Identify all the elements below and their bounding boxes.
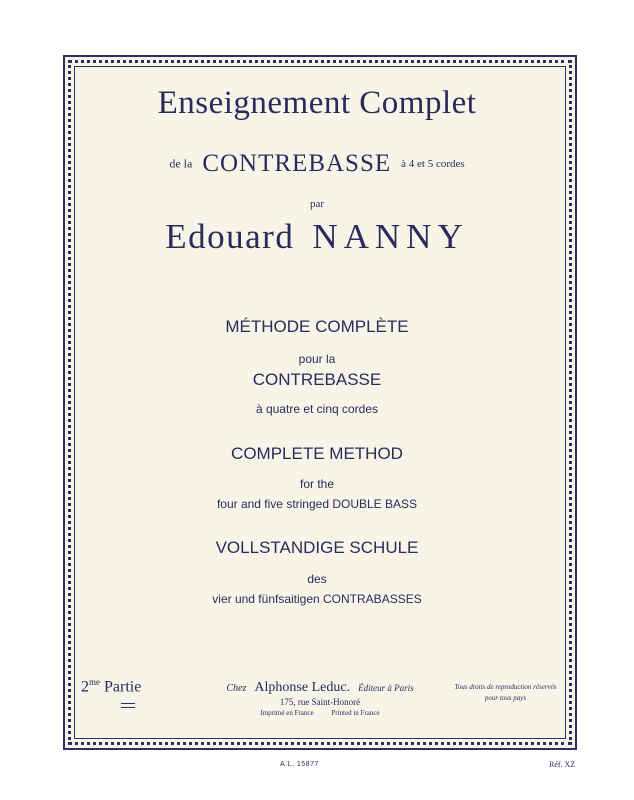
author-last-name: NANNY [312, 217, 469, 256]
author-first-name: Edouard [165, 217, 295, 256]
cover-title: Enseignement Complet [157, 85, 477, 121]
english-heading: COMPLETE METHOD [231, 444, 403, 463]
publisher-prefix: Chez [226, 683, 247, 694]
reference-code: Réf. XZ [549, 760, 576, 769]
german-line2: vier und fünfsaitigen CONTRABASSES [212, 592, 422, 606]
publisher-name: Alphonse Leduc. [254, 680, 351, 695]
instrument-title: CONTREBASSE [202, 150, 392, 177]
publisher-line [200, 678, 440, 696]
printed-en: Printed in France [331, 709, 380, 717]
french-heading: MÉTHODE COMPLÈTE [225, 317, 409, 336]
catalog-number: A.L. 15877 [280, 761, 319, 768]
french-instrument: CONTREBASSE [252, 370, 382, 389]
part-underline-mark [121, 703, 135, 708]
rights-line1: Tous droits de reproduction réservés [454, 683, 557, 691]
german-heading: VOLLSTANDIGE SCHULE [215, 538, 419, 557]
part-word: Partie [104, 678, 142, 696]
part-suffix: me [89, 677, 100, 687]
german-line1: des [307, 572, 327, 586]
publisher-address: 175, rue Saint-Honoré [279, 697, 361, 707]
part-number: 2 [81, 678, 89, 696]
author-name [0, 217, 634, 257]
english-line1: for the [299, 477, 335, 491]
de-la-text: de la [169, 156, 193, 171]
printed-line [200, 709, 440, 717]
part-label [81, 677, 141, 696]
instrument-line [0, 150, 634, 178]
french-line2: à quatre et cinq cordes [255, 402, 379, 416]
french-line1: pour la [298, 352, 336, 366]
publisher-role: Éditeur à Paris [358, 683, 414, 693]
par-text: par [309, 198, 325, 210]
rights-line2: pour tous pays [484, 694, 527, 702]
english-line2: four and five stringed DOUBLE BASS [216, 497, 418, 511]
printed-fr: Imprimé en France [260, 709, 314, 717]
strings-note: à 4 et 5 cordes [401, 158, 465, 170]
